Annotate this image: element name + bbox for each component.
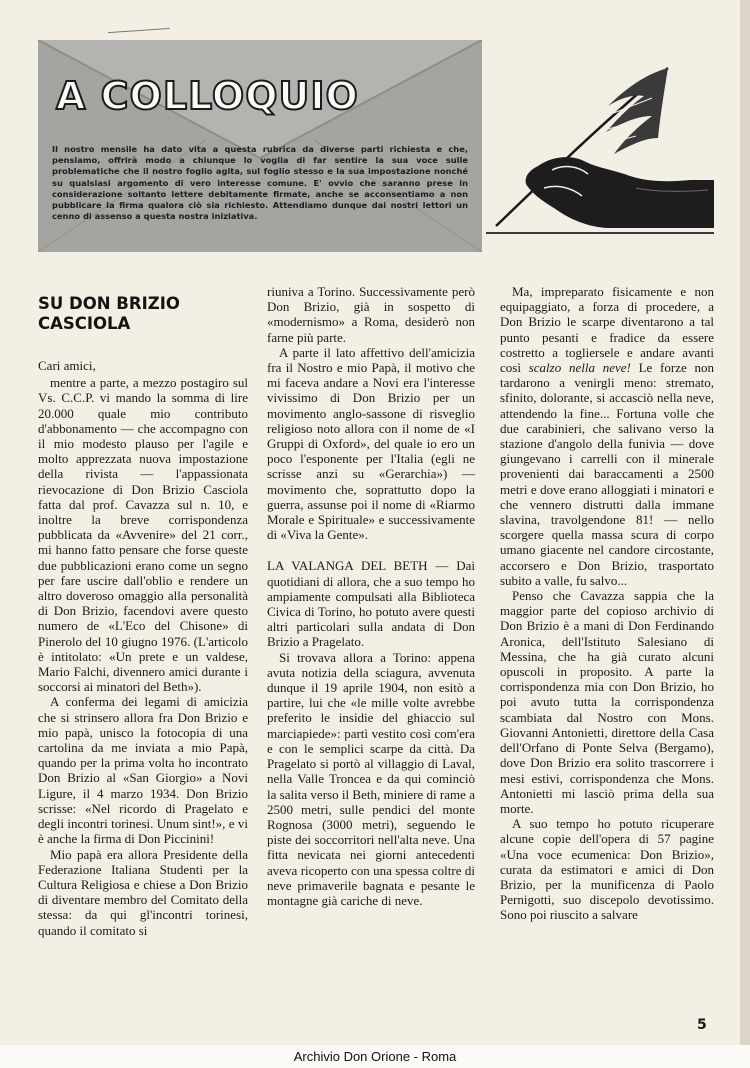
paragraph [500,284,714,588]
column-1 [38,284,248,938]
pencil-mark [108,28,170,33]
column-2 [267,284,475,908]
header-rule [486,232,714,234]
paragraph: A suo tempo ho potuto ricuperare alcune copie dell'opera di 57 pagine «Una voce ecumenica: Don Brizio», curata da estimatori e amici di Don Brizio, per la munificenza di Paolo Pernigotti, suo discepolo devotissimo. Sono poi riuscito a salvare [500,816,714,923]
header-box [38,40,482,252]
paragraph: Si trovava allora a Torino: appena avuta notizia della sciagura, avvenuta dunque il 19 aprile 1904, non esitò a partire, lui che «le mille volte avrebbe preferito le insidie del ghiaccio sul marciapiede»: partì vestito così com'era e con le semplici scarpe da città. Da Pragelato si portò al villaggio di Laval, nella Valle Troncea e da qui cominciò la salita verso il Beth, miniere di rame a 2500 metri, sulle pendici del monte Rognosa (3000 metri), seguendo le piste dei soccorritori nell'alta neve. Una fitta nevicata nei giorni antecedenti aveva ricoperto con una spessa coltre di neve primaverile bagnata e pesante le montagne già cariche di neve. [267,649,475,908]
column-3 [500,284,714,923]
paragraph: A parte il lato affettivo dell'amicizia fra il Nostro e mio Papà, il motivo che mi faceva andare a Novi era l'interesse vivissimo di Don Brizio per un movimento anglo-sassone di risveglio religioso noto allora con il nome de «I Gruppi di Oxford», del quale io ero un poco l'esponente per l'Italia (egli ne scrisse anzi su «Gerarchia») — movimento che, soprattutto dopo la guerra, assunse poi il nome di «Riarmo Morale e Spirituale» e successivamente di «Viva la Gente». [267,344,475,543]
paragraph: riuniva a Torino. Successivamente però Don Brizio, già in sospetto di «modernismo» a Roma, desiderò non farne più parte. [267,284,475,345]
column-title: A COLLOQUIO [56,74,359,118]
archive-footer: Archivio Don Orione - Roma [293,1049,457,1064]
column-intro: Il nostro mensile ha dato vita a questa rubrica da diverse parti richiesta e che, pensiamo, offrirà modo a chiunque lo voglia di far sentire la sua voce sulle problematiche che il nostro foglio agita, sul foglio stesso e la sua impostazione nonché su qualsiasi argomento di vero interesse comune. E' ovvio che saranno prese in considerazione soltanto lettere debitamente firmate, anche se acconsentiamo a non pubblicare la firma qualora ciò sia richiesto. Attendiamo dunque dai nostri lettori un cenno di assenso a questa nostra iniziativa. [52,144,468,222]
page-edge [740,0,750,1068]
paragraph: Penso che Cavazza sappia che la maggior parte del copioso archivio di Don Brizio è a mani di Don Ferdinando Aronica, dell'Istituto Salesiano di Messina, che ha già curato alcuni opuscoli in proposito. A parte la corrispondenza mia con Don Brizio, ho poi avuto tutta la corrispondenza scambiata dal Nostro con Mons. Giovanni Antonietti, direttore della Casa dell'Orfano di Ponte Selva (Bergamo), dove Don Brizio era solito trascorrere i mesi estivi, corrispondenza che Mons. Antonietti mi lasciò prima della sua morte. [500,588,714,816]
salutation: Cari amici, [38,358,96,373]
paragraph: mentre a parte, a mezzo postagiro sul Vs. C.C.P. vi mando la somma di lire 20.000 quale mio contributo d'abbonamento — che accompagno con il mio modesto plauso per l'agile e molto apprezzata nuova impostazione della rivista — l'appassionata rievocazione di Don Brizio Casciola fatta dal prof. Cavazza sul n. 10, e inoltre la breve corrispondenza pubblicata da «Avvenire» del 21 corr., mi hanno fatto pensare che forse queste due pubblicazioni erano come un segno per fare uscire dall'oblio e rendere un altro doveroso omaggio alla personalità di Don Brizio, facendovi avere questo numero de «L'Eco del Chisone» di Pinerolo del 10 giugno 1976. (L'articolo è intitolato: «Un prete e un valdese, Mario Falchi, divennero amici durante i soccorsi ai minatori del Beth»). [38,375,248,695]
article-title: SU DON BRIZIO CASCIOLA [38,294,180,333]
emphasis: scalzo nella neve! [528,360,631,376]
page-number: 5 [697,1017,707,1033]
text-run: Ma, impreparato fisicamente e non equipaggiato, a forza di procedere, a Don Brizio le scarpe diventarono a tal punto pesanti e fradice da essere costretto a togliersele e andare avanti così [500,284,714,376]
paragraph: A conferma dei legami di amicizia che si strinsero allora fra Don Brizio e mio papà, unisco la fotocopia di una cartolina da me inviata a mio Papà, quando per la prima volta ho incontrato Don Brizio al «San Giorgio» a Novi Ligure, il 4 marzo 1934. Don Brizio scrisse: «Nel ricordo di Pragelato e degli incontri torinesi. Unum sint!», e vi è anche la firma di Don Piccinini! [38,694,248,847]
text-run: Le forze non tardarono a venirgli meno: stremato, sfinito, dolorante, si accasciò nella neve, attendendo la fine... Fortuna volle che due carabinieri, che salivano verso la stazione d'angolo della funivia — dove giungevano i carrelli con il minerale provenienti dai baraccamenti a 2500 metri e dove erano alloggiati i minatori e che vennero distrutti dalla immane slavina, travolgendone 81! — nello scorgere quella massa scura di corpo umano giacente nel candore circostante, accorsero e Don Brizio, trasportato subito a valle, fu salvo... [500,360,714,588]
quill-hand-icon [486,58,718,234]
paragraph: Mio papà era allora Presidente della Federazione Italiana Studenti per la Cultura Religiosa e chiese a Don Brizio di diventare membro del Comitato della stessa: da qui gl'incontri torinesi, quando il comitato si [38,846,248,938]
section-paragraph: LA VALANGA DEL BETH — Dai quotidiani di allora, che a suo tempo ho ampiamente compulsati alla Biblioteca Civica di Torino, ho potuto avere questi altri particolari sulla andata di Don Brizio a Pragelato. [267,558,475,650]
